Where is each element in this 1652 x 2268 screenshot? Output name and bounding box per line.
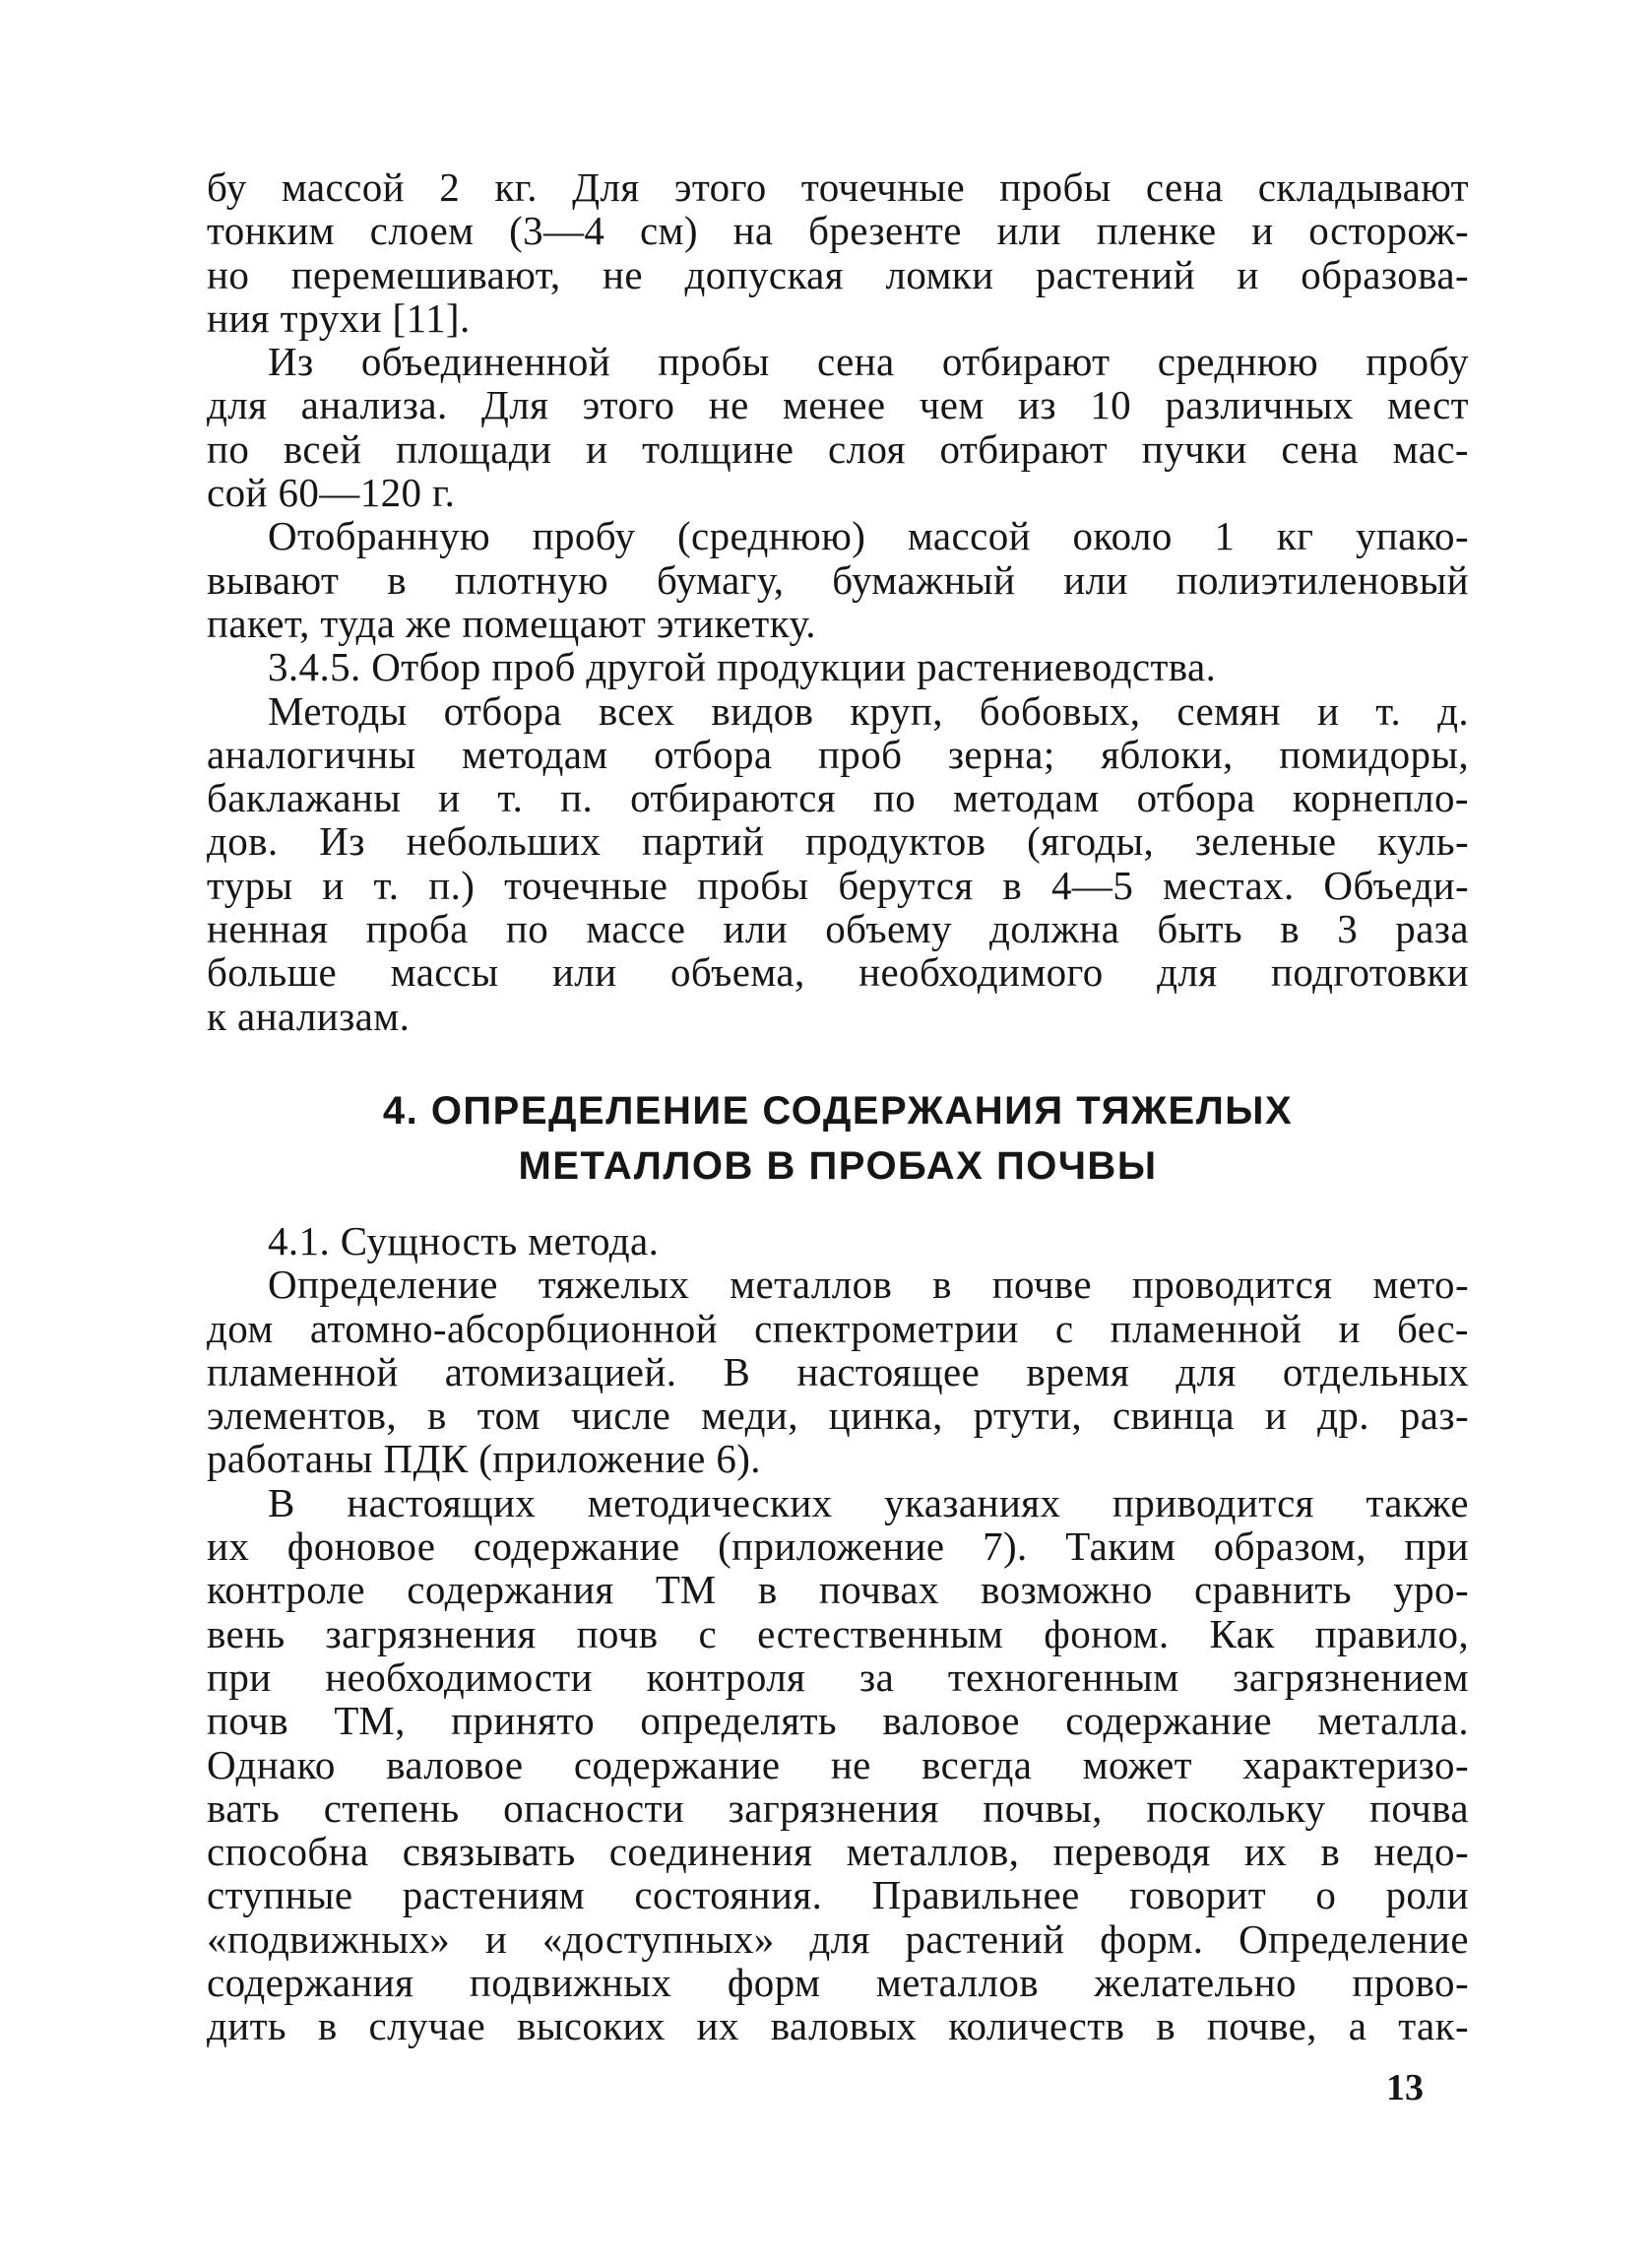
section-4-heading (207, 1083, 1469, 1194)
text-line: тонким слоем (3—4 см) на брезенте или пленке и осторож- (207, 208, 1469, 254)
text-line: ступные растениям состояния. Правильнее говорит о роли (207, 1872, 1469, 1918)
text-line: Из объединенной пробы сена отбирают среднюю пробу (268, 339, 1469, 385)
text-line: Определение тяжелых металлов в почве проводится мето- (268, 1262, 1469, 1308)
text-line: способна связывать соединения металлов, переводя их в недо- (207, 1829, 1469, 1875)
subsection-3-4-5-title (207, 645, 1469, 688)
text-line: ненная проба по массе или объему должна быть в 3 раза (207, 906, 1469, 952)
text-line: содержания подвижных форм металлов желательно прово- (207, 1959, 1469, 2005)
text-line: их фоновое содержание (приложение 7). Таким образом, при (207, 1523, 1469, 1570)
heading-line: 4. ОПРЕДЕЛЕНИЕ СОДЕРЖАНИЯ ТЯЖЕЛЫХ (382, 1088, 1294, 1133)
text-line: дом атомно-абсорбционной спектрометрии с пламенной и бес- (207, 1305, 1469, 1351)
text-line: Однако валовое содержание не всегда может характеризо- (207, 1741, 1469, 1787)
paragraph-hay-mixing (207, 165, 1469, 340)
text-line: вень загрязнения почв с естественным фоном. Как правило, (207, 1610, 1469, 1656)
text-line: дов. Из небольших партий продуктов (ягоды, зеленые куль- (207, 818, 1469, 865)
text-line: баклажаны и т. п. отбираются по методам отбора корнепло- (207, 775, 1469, 821)
text-line: 3.4.5. Отбор проб другой продукции растениеводства. (268, 644, 1217, 690)
text-line: «подвижных» и «доступных» для растений форм. Определение (207, 1915, 1469, 1962)
text-line: работаны ПДК (приложение 6). (207, 1436, 761, 1482)
heading-line: МЕТАЛЛОВ В ПРОБАХ ПОЧВЫ (518, 1143, 1158, 1188)
text-line: почв ТМ, принято определять валовое содержание металла. (207, 1698, 1469, 1744)
text-line: вать степень опасности загрязнения почвы, поскольку почва (207, 1784, 1469, 1831)
text-line: больше массы или объема, необходимого для подготовки (207, 949, 1469, 996)
text-line: бу массой 2 кг. Для этого точечные пробы сена складывают (207, 164, 1469, 210)
page-number: 13 (1386, 2067, 1424, 2108)
text-line: к анализам. (207, 993, 411, 1039)
text-line: аналогичны методам отбора проб зерна; яблоки, помидоры, (207, 731, 1469, 777)
text-line: пакет, туда же помещают этикетку. (207, 600, 816, 646)
text-line: сой 60—120 г. (207, 470, 456, 516)
paragraph-method-essence (207, 1263, 1469, 1480)
text-line: ния трухи [11]. (207, 294, 471, 341)
text-line: дить в случае высоких их валовых количеств в почве, а так- (207, 2003, 1469, 2049)
text-line: 4.1. Сущность метода. (268, 1217, 660, 1264)
paragraph-background-content (207, 1481, 1469, 2048)
text-line: контроле содержания ТМ в почвах возможно сравнить уро- (207, 1567, 1469, 1613)
text-line: пламенной атомизацией. В настоящее время для отдельных (207, 1348, 1469, 1394)
paragraph-other-products (207, 689, 1469, 1038)
paragraph-packing (207, 514, 1469, 645)
text-line: но перемешивают, не допуская ломки растений и образова- (207, 251, 1469, 297)
text-line: вывают в плотную бумагу, бумажный или полиэтиленовый (207, 556, 1469, 603)
text-line: туры и т. п.) точечные пробы берутся в 4—5 местах. Объеди- (207, 862, 1469, 908)
text-line: В настоящих методических указаниях приводится также (268, 1479, 1469, 1525)
text-line: по всей площади и толщине слоя отбирают пучки сена мас- (207, 425, 1469, 472)
text-line: при необходимости контроля за техногенным загрязнением (207, 1653, 1469, 1700)
text-line: для анализа. Для этого не менее чем из 10 различных мест (207, 382, 1469, 428)
subsection-4-1-title (207, 1219, 1469, 1263)
text-line: элементов, в том числе меди, цинка, ртути, свинца и др. раз- (207, 1393, 1469, 1439)
text-line: Методы отбора всех видов круп, бобовых, семян и т. д. (268, 687, 1469, 734)
paragraph-average-sample (207, 340, 1469, 514)
page-body (207, 165, 1469, 2048)
text-line: Отобранную пробу (среднюю) массой около 1 кг упако- (268, 513, 1469, 559)
